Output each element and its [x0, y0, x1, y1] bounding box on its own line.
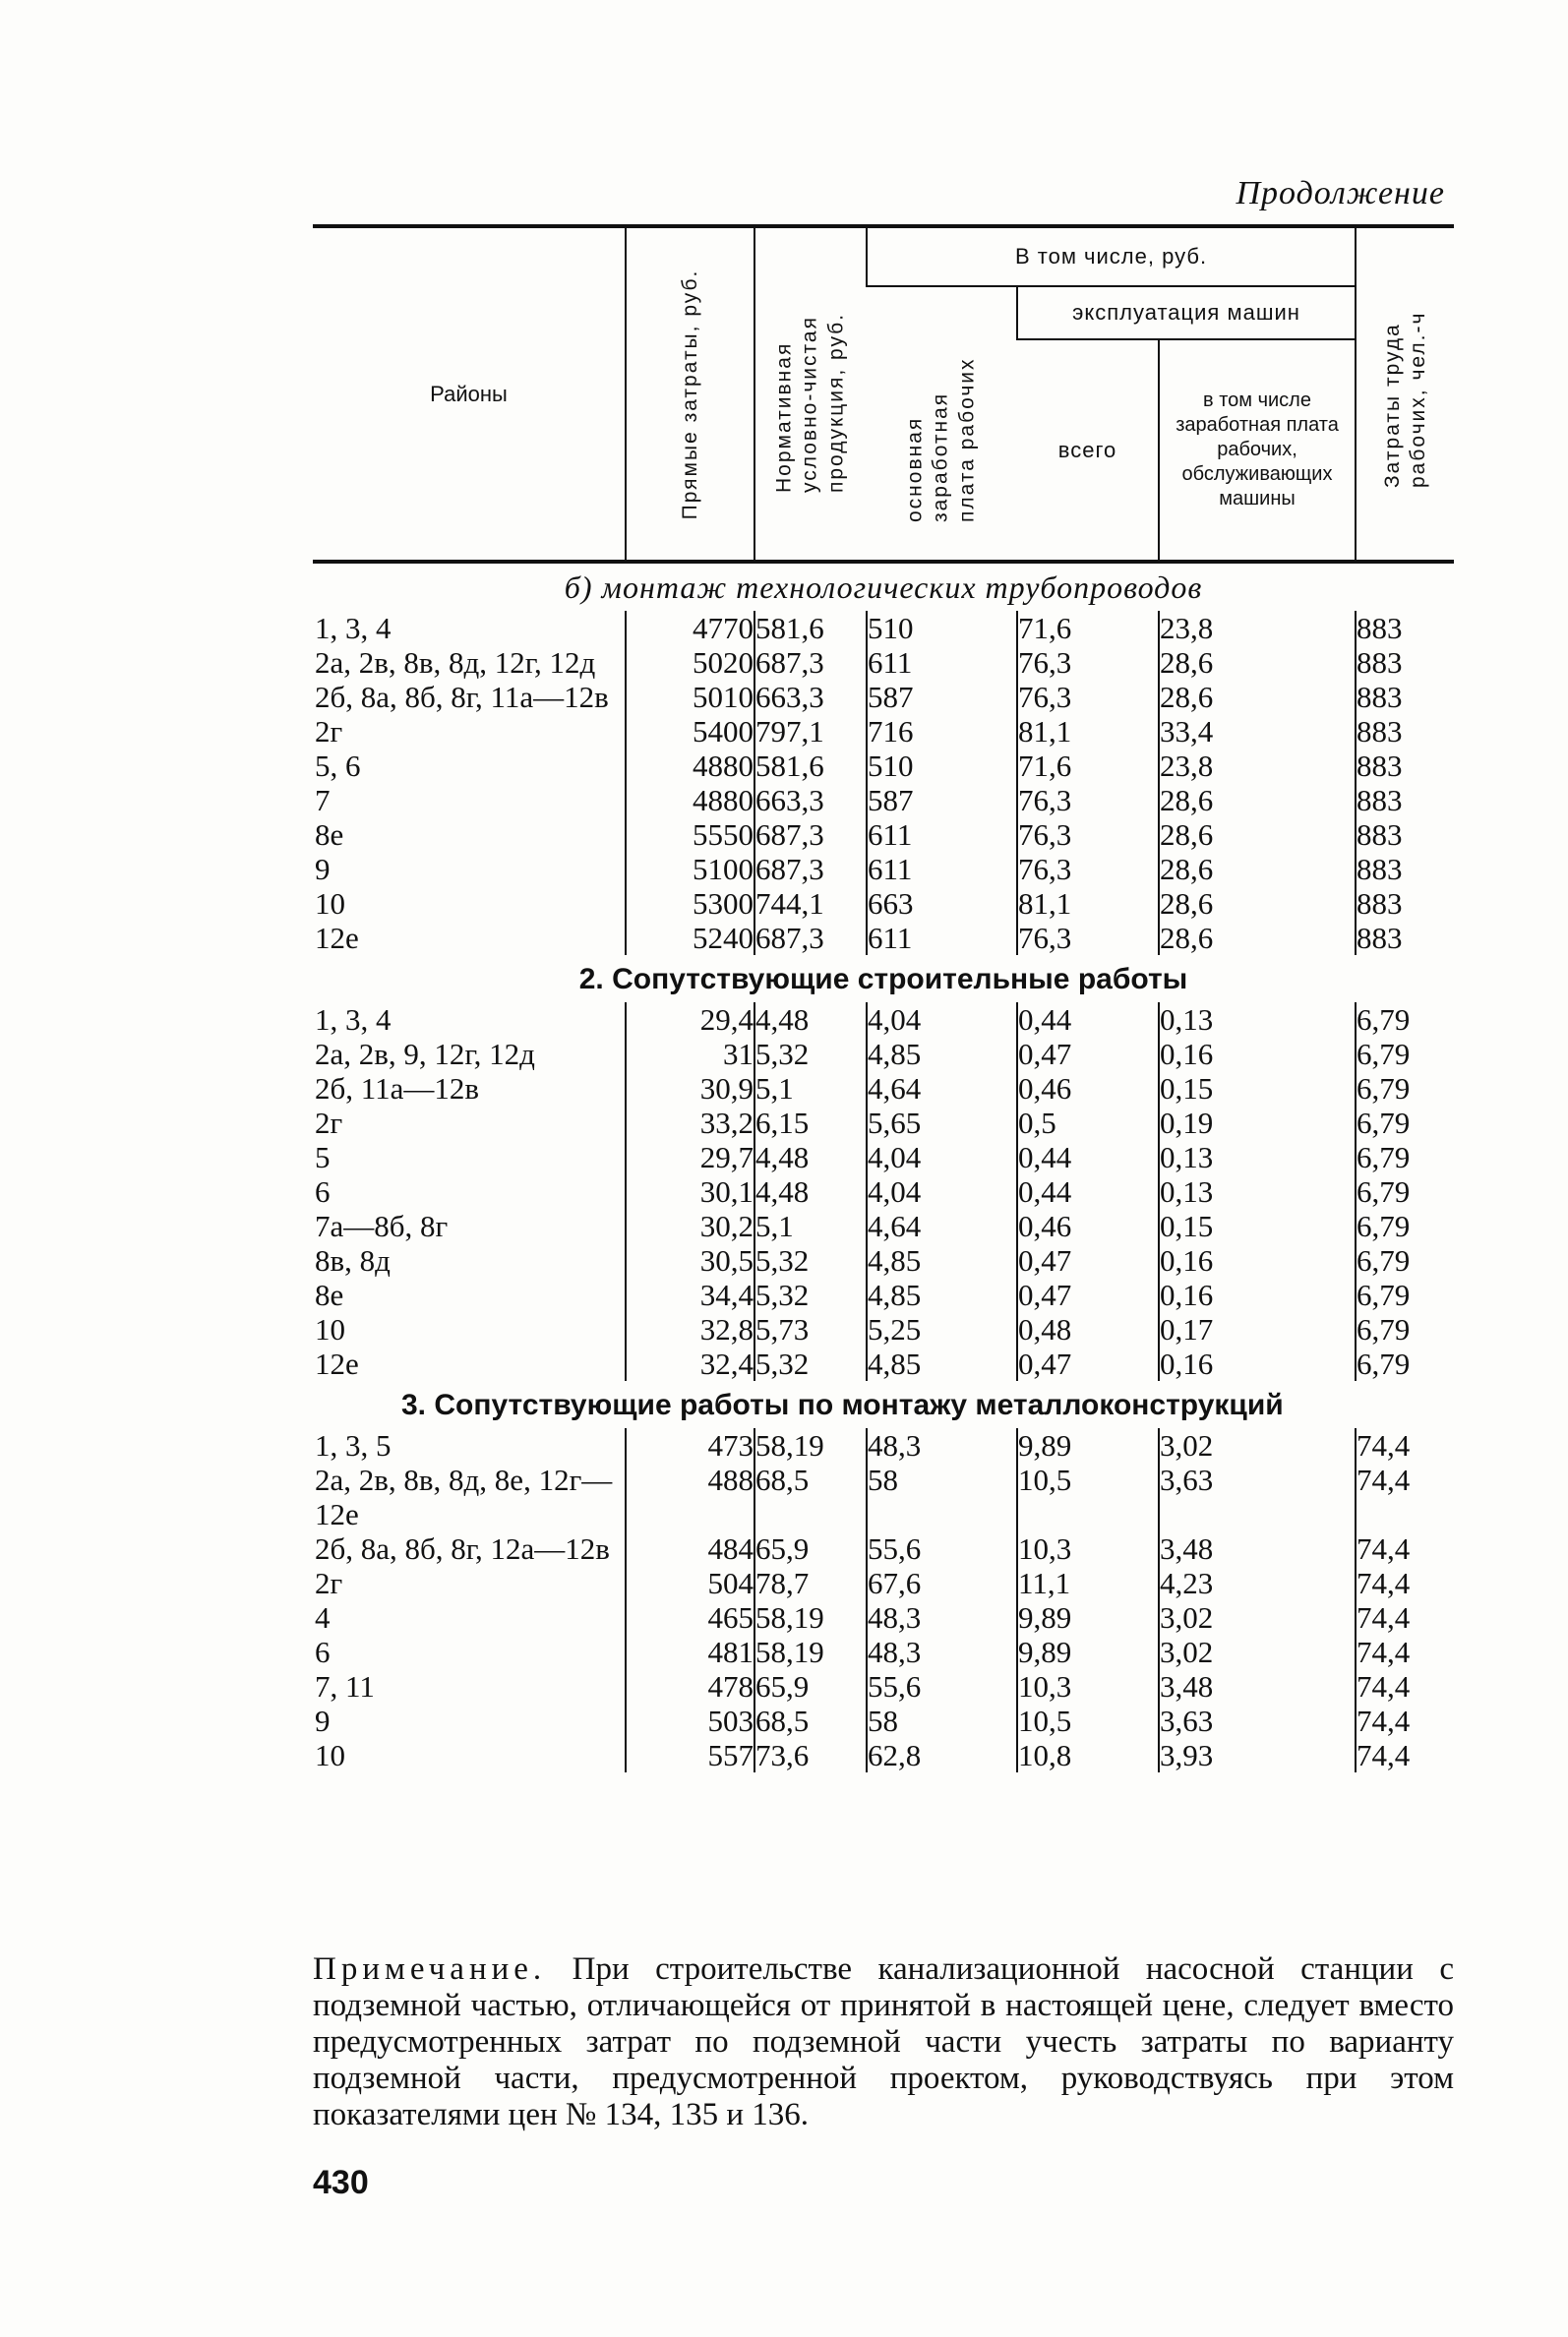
table-row: [313, 1278, 1454, 1312]
value-cell: 5100: [626, 852, 754, 886]
value-cell: 5,32: [754, 1347, 867, 1381]
value-cell: 4,04: [867, 1140, 1017, 1174]
value-cell: 32,4: [626, 1347, 754, 1381]
value-cell: 3,93: [1159, 1738, 1356, 1772]
value-cell: 3,63: [1159, 1704, 1356, 1738]
district-cell: 7: [315, 783, 331, 817]
value-cell: 4770: [626, 611, 754, 645]
value-cell: 883: [1356, 783, 1454, 817]
value-cell: 0,13: [1159, 1140, 1356, 1174]
district-cell: 2б, 8а, 8б, 8г, 11а—12в: [315, 680, 609, 714]
value-cell: 510: [867, 611, 1017, 645]
table-row: [313, 611, 1454, 645]
value-cell: 5,73: [754, 1312, 867, 1347]
value-cell: 744,1: [754, 886, 867, 921]
value-cell: 481: [626, 1635, 754, 1669]
value-cell: 587: [867, 680, 1017, 714]
value-cell: 74,4: [1356, 1704, 1454, 1738]
value-cell: 663,3: [754, 680, 867, 714]
value-cell: 10,3: [1017, 1669, 1159, 1704]
district-cell: 2г: [315, 714, 343, 749]
value-cell: 74,4: [1356, 1531, 1454, 1566]
value-cell: 883: [1356, 645, 1454, 680]
table-row: [313, 1174, 1454, 1209]
value-cell: 29,7: [626, 1140, 754, 1174]
value-cell: 5020: [626, 645, 754, 680]
value-cell: 6,79: [1356, 1002, 1454, 1037]
value-cell: 4,04: [867, 1174, 1017, 1209]
table-row: [313, 1106, 1454, 1140]
table-row: [313, 1600, 1454, 1635]
value-cell: 74,4: [1356, 1566, 1454, 1600]
value-cell: 9,89: [1017, 1428, 1159, 1463]
table-row: [313, 783, 1454, 817]
value-cell: 48,3: [867, 1635, 1017, 1669]
header-machine-operation: эксплуатация машин: [1017, 286, 1356, 339]
value-cell: 6,79: [1356, 1278, 1454, 1312]
district-cell: 10: [315, 886, 345, 921]
district-cell: 12е: [315, 1347, 359, 1381]
value-cell: 30,9: [626, 1071, 754, 1106]
value-cell: 3,48: [1159, 1669, 1356, 1704]
value-cell: 74,4: [1356, 1669, 1454, 1704]
value-cell: 6,79: [1356, 1174, 1454, 1209]
table-row: [313, 1312, 1454, 1347]
value-cell: 71,6: [1017, 749, 1159, 783]
value-cell: 5300: [626, 886, 754, 921]
district-cell: 4: [315, 1600, 331, 1635]
table-row: [313, 1002, 1454, 1037]
value-cell: 23,8: [1159, 749, 1356, 783]
district-cell: 9: [315, 1704, 331, 1738]
value-cell: 4,64: [867, 1071, 1017, 1106]
table-body: [313, 562, 1454, 1772]
value-cell: 5550: [626, 817, 754, 852]
value-cell: 5400: [626, 714, 754, 749]
value-cell: 58: [867, 1463, 1017, 1531]
price-table: [313, 224, 1454, 1772]
value-cell: 23,8: [1159, 611, 1356, 645]
value-cell: 4,04: [867, 1002, 1017, 1037]
value-cell: 74,4: [1356, 1600, 1454, 1635]
value-cell: 0,44: [1017, 1140, 1159, 1174]
value-cell: 473: [626, 1428, 754, 1463]
value-cell: 65,9: [754, 1669, 867, 1704]
header-direct-costs: Прямые затраты, руб.: [626, 226, 754, 562]
value-cell: 557: [626, 1738, 754, 1772]
value-cell: 9,89: [1017, 1635, 1159, 1669]
district-cell: 2г: [315, 1566, 343, 1600]
continued-label: Продолжение: [1236, 175, 1445, 211]
value-cell: 4880: [626, 783, 754, 817]
district-cell: 1, 3, 4: [315, 611, 392, 645]
value-cell: 3,48: [1159, 1531, 1356, 1566]
value-cell: 58: [867, 1704, 1017, 1738]
district-cell: 7, 11: [315, 1669, 375, 1704]
value-cell: 5,32: [754, 1037, 867, 1071]
district-cell: 7а—8б, 8г: [315, 1209, 449, 1243]
table-row: [313, 1738, 1454, 1772]
district-cell: 1, 3, 5: [315, 1428, 392, 1463]
section-heading-row: [313, 955, 1454, 1002]
value-cell: 6,15: [754, 1106, 867, 1140]
value-cell: 78,7: [754, 1566, 867, 1600]
table-row: [313, 1704, 1454, 1738]
section-title: 2. Сопутствующие строительные работы: [578, 963, 1188, 995]
value-cell: 76,3: [1017, 852, 1159, 886]
table-row: [313, 1243, 1454, 1278]
value-cell: 5,65: [867, 1106, 1017, 1140]
value-cell: 5,32: [754, 1278, 867, 1312]
value-cell: 6,79: [1356, 1312, 1454, 1347]
value-cell: 5010: [626, 680, 754, 714]
value-cell: 29,4: [626, 1002, 754, 1037]
value-cell: 31: [626, 1037, 754, 1071]
district-cell: 5, 6: [315, 749, 361, 783]
value-cell: 0,47: [1017, 1278, 1159, 1312]
value-cell: 28,6: [1159, 645, 1356, 680]
value-cell: 67,6: [867, 1566, 1017, 1600]
value-cell: 663: [867, 886, 1017, 921]
header-machine-wage: в том числе заработная плата рабочих, обслуживающих машины: [1159, 339, 1356, 562]
header-normative: Нормативная условно-чистая продукция, руб.: [754, 226, 867, 562]
value-cell: 74,4: [1356, 1738, 1454, 1772]
value-cell: 68,5: [754, 1463, 867, 1531]
district-cell: 2г: [315, 1106, 343, 1140]
value-cell: 581,6: [754, 749, 867, 783]
value-cell: 0,5: [1017, 1106, 1159, 1140]
value-cell: 883: [1356, 680, 1454, 714]
value-cell: 0,47: [1017, 1243, 1159, 1278]
value-cell: 6,79: [1356, 1140, 1454, 1174]
value-cell: 0,16: [1159, 1278, 1356, 1312]
value-cell: 0,48: [1017, 1312, 1159, 1347]
table-row: [313, 1140, 1454, 1174]
value-cell: 0,15: [1159, 1209, 1356, 1243]
value-cell: 0,19: [1159, 1106, 1356, 1140]
value-cell: 587: [867, 783, 1017, 817]
value-cell: 4,85: [867, 1347, 1017, 1381]
note-label: Примечание.: [313, 1951, 547, 1987]
value-cell: 28,6: [1159, 886, 1356, 921]
table-row: [313, 817, 1454, 852]
table-row: [313, 1669, 1454, 1704]
table-row: [313, 1531, 1454, 1566]
value-cell: 6,79: [1356, 1071, 1454, 1106]
table-row: [313, 852, 1454, 886]
table-header: [313, 226, 1454, 562]
value-cell: 5,25: [867, 1312, 1017, 1347]
value-cell: 6,79: [1356, 1243, 1454, 1278]
value-cell: 55,6: [867, 1669, 1017, 1704]
table-row: [313, 1071, 1454, 1106]
district-cell: 2а, 2в, 8в, 8д, 12г, 12д: [315, 645, 596, 680]
value-cell: 3,02: [1159, 1635, 1356, 1669]
page-number: 430: [313, 2164, 369, 2201]
value-cell: 58,19: [754, 1600, 867, 1635]
district-cell: 10: [315, 1738, 345, 1772]
value-cell: 488: [626, 1463, 754, 1531]
value-cell: 478: [626, 1669, 754, 1704]
district-cell: 8в, 8д: [315, 1243, 391, 1278]
table-row: [313, 645, 1454, 680]
value-cell: 3,02: [1159, 1600, 1356, 1635]
district-cell: 2а, 2в, 8в, 8д, 8е, 12г—12е: [315, 1463, 613, 1531]
value-cell: 4,85: [867, 1278, 1017, 1312]
value-cell: 4880: [626, 749, 754, 783]
value-cell: 0,44: [1017, 1174, 1159, 1209]
district-cell: 2б, 11а—12в: [315, 1071, 480, 1106]
table-row: [313, 1428, 1454, 1463]
value-cell: 10,5: [1017, 1463, 1159, 1531]
value-cell: 883: [1356, 921, 1454, 955]
value-cell: 504: [626, 1566, 754, 1600]
value-cell: 68,5: [754, 1704, 867, 1738]
value-cell: 883: [1356, 749, 1454, 783]
section-heading-row: [313, 1381, 1454, 1428]
value-cell: 0,46: [1017, 1071, 1159, 1106]
value-cell: 58,19: [754, 1635, 867, 1669]
value-cell: 5,1: [754, 1209, 867, 1243]
value-cell: 611: [867, 817, 1017, 852]
value-cell: 48,3: [867, 1600, 1017, 1635]
value-cell: 0,46: [1017, 1209, 1159, 1243]
note-text: При строительстве канализационной насосной станции с подземной частью, отличающейся от принятой в настоящей цене, следует вместо предусмотренных затрат по подземной части учесть затраты по варианту подземной части, предусмотренной проектом, руководствуясь при этом показателями цен № 134, 135 и 136.: [313, 1951, 1454, 2132]
value-cell: 74,4: [1356, 1463, 1454, 1531]
value-cell: 5,32: [754, 1243, 867, 1278]
value-cell: 55,6: [867, 1531, 1017, 1566]
value-cell: 32,8: [626, 1312, 754, 1347]
value-cell: 4,48: [754, 1140, 867, 1174]
district-cell: 10: [315, 1312, 345, 1347]
header-labor: Затраты труда рабочих, чел.-ч: [1356, 226, 1454, 562]
value-cell: 74,4: [1356, 1635, 1454, 1669]
value-cell: 0,17: [1159, 1312, 1356, 1347]
value-cell: 510: [867, 749, 1017, 783]
district-cell: 12е: [315, 921, 359, 955]
value-cell: 76,3: [1017, 645, 1159, 680]
value-cell: 687,3: [754, 921, 867, 955]
value-cell: 33,4: [1159, 714, 1356, 749]
value-cell: 883: [1356, 886, 1454, 921]
value-cell: 5,1: [754, 1071, 867, 1106]
district-cell: 9: [315, 852, 331, 886]
value-cell: 3,63: [1159, 1463, 1356, 1531]
table-row: [313, 1037, 1454, 1071]
value-cell: 4,85: [867, 1243, 1017, 1278]
value-cell: 0,47: [1017, 1347, 1159, 1381]
value-cell: 76,3: [1017, 783, 1159, 817]
value-cell: 484: [626, 1531, 754, 1566]
table-row: [313, 1635, 1454, 1669]
value-cell: 687,3: [754, 852, 867, 886]
value-cell: 10,8: [1017, 1738, 1159, 1772]
value-cell: 0,16: [1159, 1037, 1356, 1071]
value-cell: 883: [1356, 611, 1454, 645]
value-cell: 6,79: [1356, 1209, 1454, 1243]
district-cell: 6: [315, 1635, 331, 1669]
value-cell: 4,48: [754, 1002, 867, 1037]
value-cell: 883: [1356, 852, 1454, 886]
value-cell: 28,6: [1159, 817, 1356, 852]
value-cell: 0,13: [1159, 1174, 1356, 1209]
value-cell: 74,4: [1356, 1428, 1454, 1463]
value-cell: 33,2: [626, 1106, 754, 1140]
table-row: [313, 749, 1454, 783]
value-cell: 28,6: [1159, 680, 1356, 714]
value-cell: 10,3: [1017, 1531, 1159, 1566]
value-cell: 687,3: [754, 645, 867, 680]
value-cell: 58,19: [754, 1428, 867, 1463]
value-cell: 81,1: [1017, 714, 1159, 749]
value-cell: 0,16: [1159, 1347, 1356, 1381]
value-cell: 3,02: [1159, 1428, 1356, 1463]
value-cell: 663,3: [754, 783, 867, 817]
value-cell: 30,5: [626, 1243, 754, 1278]
value-cell: 0,15: [1159, 1071, 1356, 1106]
header-machine-total: всего: [1057, 437, 1117, 462]
value-cell: 0,13: [1159, 1002, 1356, 1037]
table-row: [313, 1566, 1454, 1600]
table-row: [313, 1463, 1454, 1531]
header-district: Районы: [430, 381, 508, 406]
value-cell: 5240: [626, 921, 754, 955]
value-cell: 687,3: [754, 817, 867, 852]
table-row: [313, 714, 1454, 749]
value-cell: 0,44: [1017, 1002, 1159, 1037]
value-cell: 883: [1356, 817, 1454, 852]
value-cell: 6,79: [1356, 1347, 1454, 1381]
district-cell: 8е: [315, 817, 344, 852]
section-heading-row: [313, 562, 1454, 611]
value-cell: 503: [626, 1704, 754, 1738]
value-cell: 62,8: [867, 1738, 1017, 1772]
table-row: [313, 1347, 1454, 1381]
value-cell: 465: [626, 1600, 754, 1635]
header-basic-wage: основная заработная плата рабочих: [903, 356, 979, 522]
value-cell: 10,5: [1017, 1704, 1159, 1738]
district-cell: 2б, 8а, 8б, 8г, 12а—12в: [315, 1531, 610, 1566]
value-cell: 76,3: [1017, 921, 1159, 955]
table-row: [313, 921, 1454, 955]
value-cell: 48,3: [867, 1428, 1017, 1463]
district-cell: 8е: [315, 1278, 344, 1312]
value-cell: 4,64: [867, 1209, 1017, 1243]
value-cell: 6,79: [1356, 1106, 1454, 1140]
value-cell: 73,6: [754, 1738, 867, 1772]
value-cell: 30,2: [626, 1209, 754, 1243]
value-cell: 81,1: [1017, 886, 1159, 921]
value-cell: 11,1: [1017, 1566, 1159, 1600]
value-cell: 611: [867, 852, 1017, 886]
value-cell: 6,79: [1356, 1037, 1454, 1071]
value-cell: 716: [867, 714, 1017, 749]
table-row: [313, 886, 1454, 921]
district-cell: 2а, 2в, 9, 12г, 12д: [315, 1037, 535, 1071]
value-cell: 76,3: [1017, 817, 1159, 852]
value-cell: 34,4: [626, 1278, 754, 1312]
district-cell: 6: [315, 1174, 331, 1209]
value-cell: 0,47: [1017, 1037, 1159, 1071]
value-cell: 65,9: [754, 1531, 867, 1566]
value-cell: 76,3: [1017, 680, 1159, 714]
value-cell: 883: [1356, 714, 1454, 749]
district-cell: 5: [315, 1140, 331, 1174]
header-including: В том числе, руб.: [867, 226, 1356, 286]
value-cell: 28,6: [1159, 783, 1356, 817]
value-cell: 28,6: [1159, 852, 1356, 886]
table-row: [313, 1209, 1454, 1243]
note: [313, 1951, 1454, 2133]
value-cell: 4,48: [754, 1174, 867, 1209]
table-row: [313, 680, 1454, 714]
value-cell: 9,89: [1017, 1600, 1159, 1635]
value-cell: 797,1: [754, 714, 867, 749]
value-cell: 611: [867, 921, 1017, 955]
value-cell: 30,1: [626, 1174, 754, 1209]
district-cell: 1, 3, 4: [315, 1002, 392, 1037]
value-cell: 4,85: [867, 1037, 1017, 1071]
section-title: 3. Сопутствующие работы по монтажу металлоконструкций: [401, 1389, 1284, 1421]
value-cell: 581,6: [754, 611, 867, 645]
section-title: б) монтаж технологических трубопроводов: [564, 569, 1203, 605]
value-cell: 0,16: [1159, 1243, 1356, 1278]
value-cell: 611: [867, 645, 1017, 680]
value-cell: 4,23: [1159, 1566, 1356, 1600]
value-cell: 28,6: [1159, 921, 1356, 955]
value-cell: 71,6: [1017, 611, 1159, 645]
